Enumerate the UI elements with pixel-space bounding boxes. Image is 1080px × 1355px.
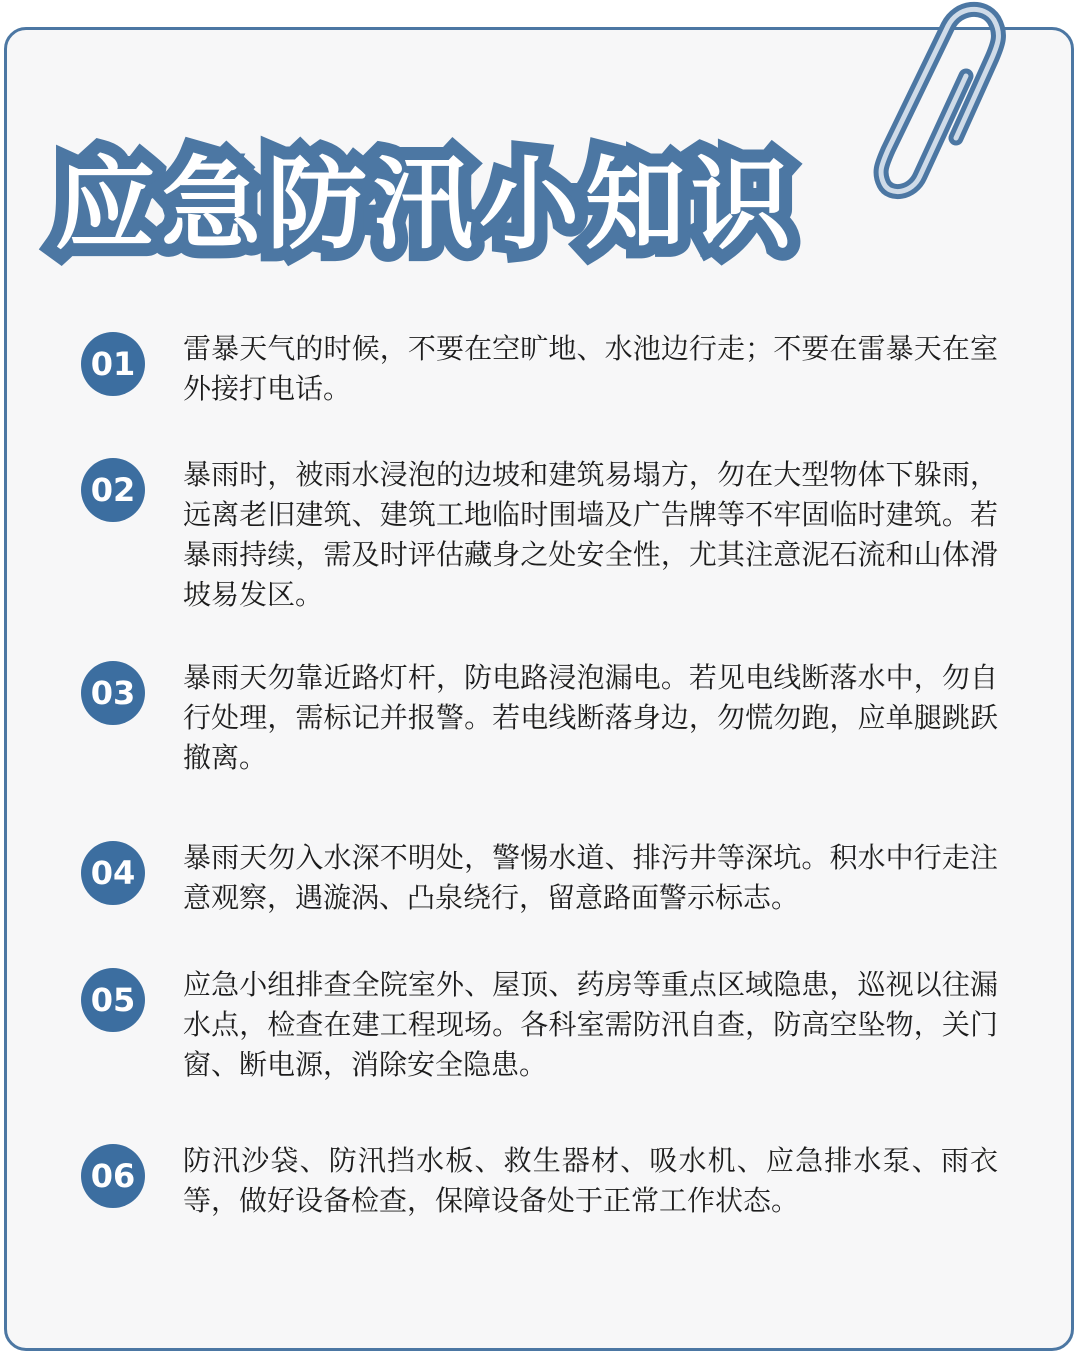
item-number-badge: 05 [81,968,145,1032]
title-banner [55,145,797,265]
page-title: 应急防汛小知识 [55,146,797,263]
item-number-badge: 04 [81,841,145,905]
item-text: 雷暴天气的时候，不要在空旷地、水池边行走；不要在雷暴天在室外接打电话。 [183,332,998,405]
item-text: 暴雨天勿入水深不明处，警惕水道、排污井等深坑。积水中行走注意观察，遇漩涡、凸泉绕行，留意路面警示标志。 [183,841,998,914]
item-text: 应急小组排查全院室外、屋顶、药房等重点区域隐患，巡视以往漏水点，检查在建工程现场。各科室需防汛自查，防高空坠物，关门窗、断电源，消除安全隐患。 [183,968,998,1081]
item-text: 暴雨天勿靠近路灯杆，防电路浸泡漏电。若见电线断落水中，勿自行处理，需标记并报警。若电线断落身边，勿慌勿跑，应单腿跳跃撤离。 [183,661,998,774]
item-number-badge: 03 [81,661,145,725]
item-text: 防汛沙袋、防汛挡水板、救生器材、吸水机、应急排水泵、雨衣等，做好设备检查，保障设备处于正常工作状态。 [183,1144,998,1217]
paperclip-icon [868,0,1008,210]
item-number-badge: 02 [81,458,145,522]
item-number-badge: 01 [81,332,145,396]
item-text: 暴雨时，被雨水浸泡的边坡和建筑易塌方，勿在大型物体下躲雨，远离老旧建筑、建筑工地临时围墙及广告牌等不牢固临时建筑。若暴雨持续，需及时评估藏身之处安全性，尤其注意泥石流和山体滑坡易发区。 [183,458,998,611]
item-number-badge: 06 [81,1144,145,1208]
